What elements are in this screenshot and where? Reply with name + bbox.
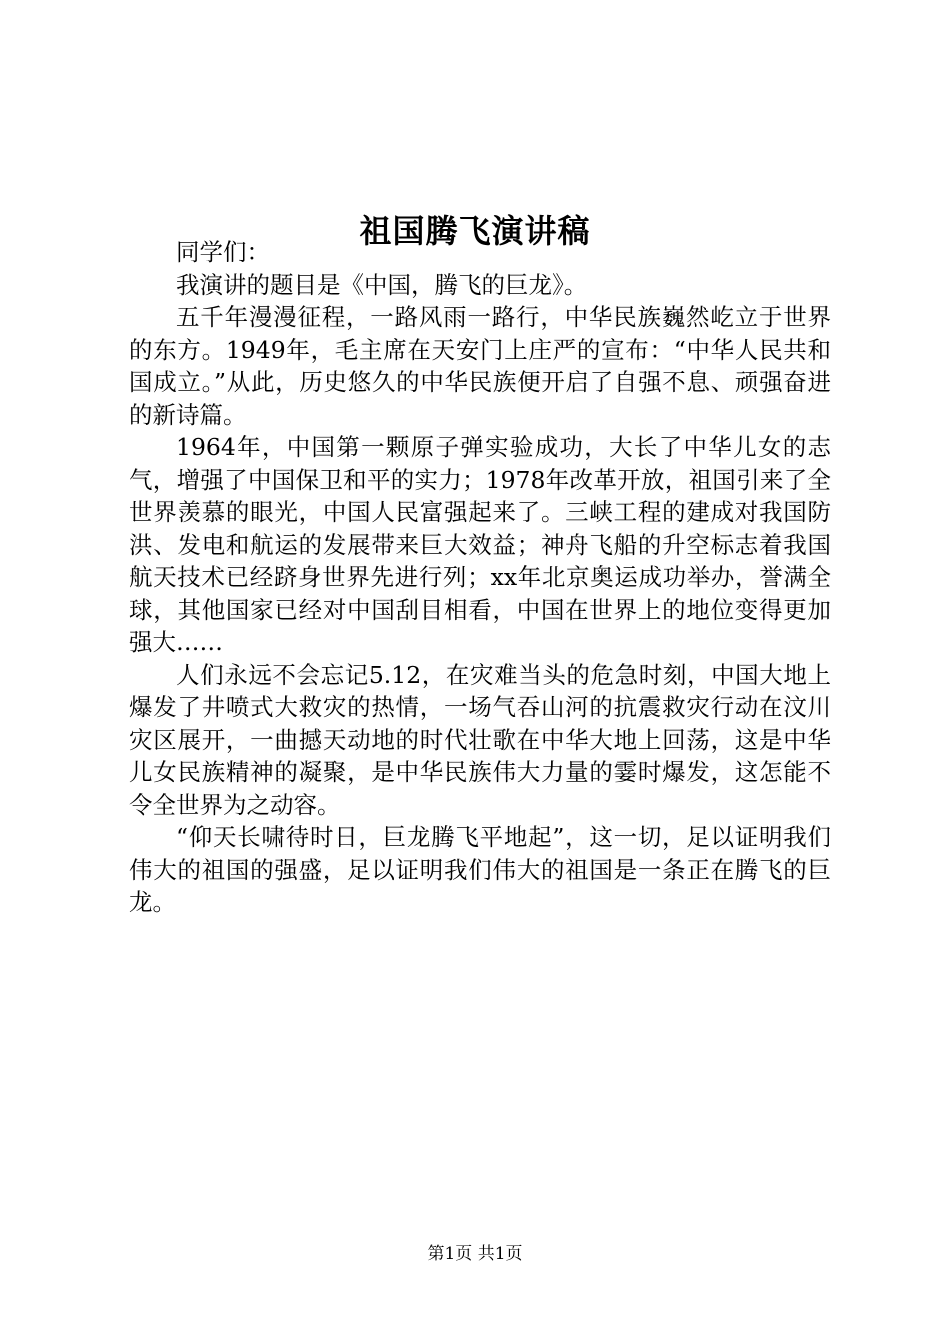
document-title: 祖国腾飞演讲稿 (359, 212, 591, 251)
paragraph-conclusion: “仰天长啸待时日，巨龙腾飞平地起”，这一切，足以证明我们伟大的祖国的强盛，足以证明我们伟大的祖国是一条正在腾飞的巨龙。 (129, 823, 831, 916)
paragraph-greeting: 同学们： (176, 238, 270, 266)
paragraph-achievements: 1964年，中国第一颗原子弹实验成功，大长了中华儿女的志气，增强了中国保卫和平的实力；1978年改革开放，祖国引来了全世界羡慕的眼光，中国人民富强起来了。三峡工程的建成对我国防洪、发电和航运的发展带来巨大效益；神舟飞船的升空标志着我国航天技术已经跻身世界先进行列；xx年北京奥运成功举办，誉满全球，其他国家已经对中国刮目相看，中国在世界上的地位变得更加强大…… (129, 433, 831, 656)
page-number-footer: 第1页 共1页 (427, 1244, 523, 1264)
paragraph-earthquake-relief: 人们永远不会忘记5.12，在灾难当头的危急时刻，中国大地上爆发了井喷式大救灾的热情，一场气吞山河的抗震救灾行动在汶川灾区展开，一曲撼天动地的时代壮歌在中华大地上回荡，这是中华儿女民族精神的凝聚，是中华民族伟大力量的霎时爆发，这怎能不令全世界为之动容。 (129, 660, 831, 819)
document-body (129, 236, 831, 919)
paragraph-history: 五千年漫漫征程，一路风雨一路行，中华民族巍然屹立于世界的东方。1949年，毛主席在天安门上庄严的宣布：“中华人民共和国成立。”从此，历史悠久的中华民族便开启了自强不息、顽强奋进的新诗篇。 (129, 303, 831, 429)
paragraph-topic: 我演讲的题目是《中国，腾飞的巨龙》。 (176, 270, 588, 299)
